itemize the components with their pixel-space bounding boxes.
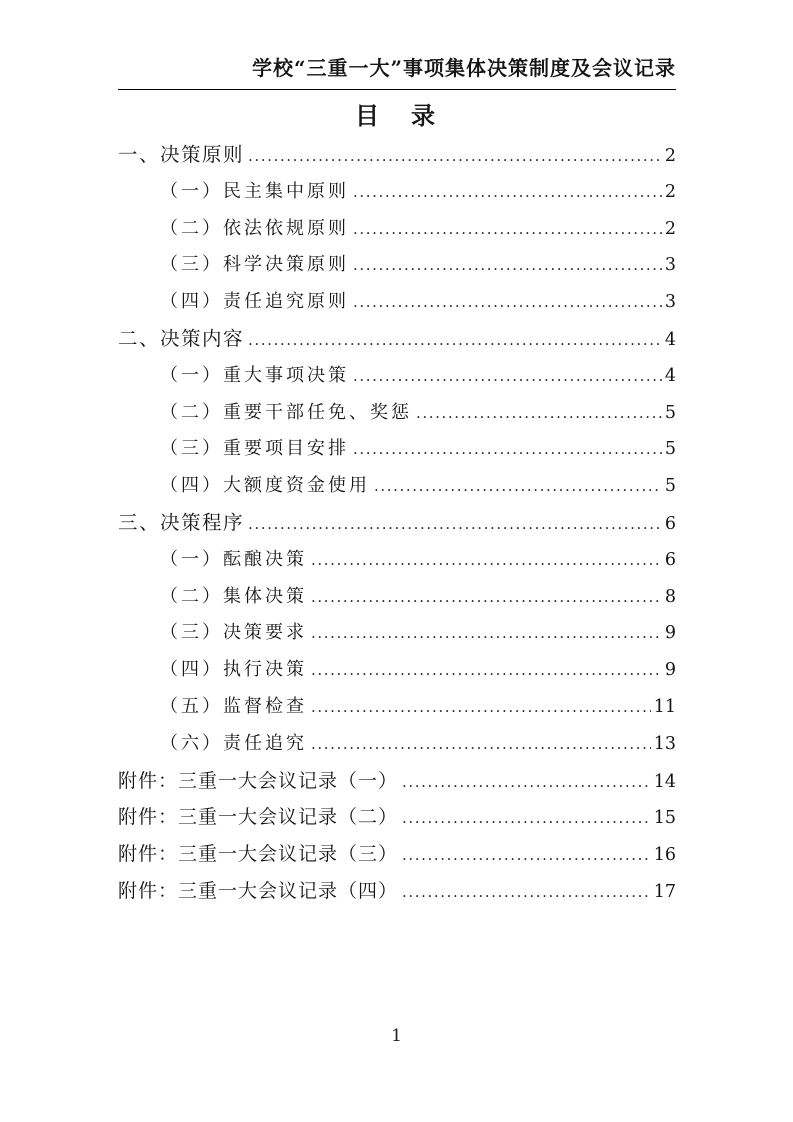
- toc-entry-page: 9: [664, 660, 676, 681]
- toc-entry-page: 6: [664, 513, 676, 534]
- toc-entry-page: 4: [664, 365, 676, 386]
- toc-entry-page: 2: [664, 181, 676, 202]
- toc-entry-label: 二、决策内容: [118, 326, 245, 350]
- toc-entry[interactable]: [118, 763, 676, 800]
- toc-title: 目 录: [355, 101, 439, 130]
- toc-leader-dots: [353, 431, 662, 468]
- toc-entry[interactable]: [118, 211, 676, 248]
- toc-leader-dots: [311, 652, 662, 689]
- toc-entry-label: 附件：三重一大会议记录（三）: [118, 843, 399, 866]
- toc-entry-page: 2: [664, 146, 676, 166]
- toc-entry-label: （一）酝酿决策: [160, 548, 307, 570]
- toc-entry-label: 附件：三重一大会议记录（四）: [118, 879, 399, 902]
- toc-entry-label: （一）民主集中原则: [160, 180, 349, 202]
- toc-entry[interactable]: [118, 431, 676, 468]
- toc-entry-page: 13: [653, 733, 676, 754]
- toc-entry-page: 11: [653, 696, 676, 717]
- toc-entry-page: 8: [664, 586, 676, 607]
- toc-entry[interactable]: [118, 873, 676, 910]
- toc-entry[interactable]: [118, 689, 676, 726]
- toc-leader-dots: [311, 542, 662, 579]
- toc-leader-dots: [353, 358, 662, 395]
- toc-entry-label: （三）重要项目安排: [160, 438, 349, 460]
- toc-leader-dots: [353, 247, 662, 284]
- toc-entry[interactable]: [118, 174, 676, 211]
- toc-entry[interactable]: [118, 836, 676, 873]
- toc-entry-label: （三）决策要求: [160, 622, 307, 644]
- toc-leader-dots: [402, 763, 651, 801]
- page-number: 1: [391, 1026, 402, 1046]
- toc-leader-dots: [248, 321, 662, 359]
- toc-entry-label: （三）科学决策原则: [160, 254, 349, 276]
- toc-entry[interactable]: [118, 284, 676, 321]
- document-header: [118, 52, 676, 90]
- page-content: [118, 52, 676, 910]
- toc-entry-page: 3: [664, 255, 676, 276]
- toc-leader-dots: [402, 799, 651, 837]
- toc-entry-label: （二）依法依规原则: [160, 217, 349, 239]
- toc-entry-label: （二）重要干部任免、奖惩: [160, 401, 412, 423]
- toc-entry[interactable]: [118, 247, 676, 284]
- document-header-title: 学校“三重一大”事项集体决策制度及会议记录: [251, 56, 676, 80]
- toc-leader-dots: [374, 468, 662, 505]
- toc-entry-label: 附件：三重一大会议记录（一）: [118, 769, 399, 792]
- toc-entry-label: 三、决策程序: [118, 510, 245, 534]
- toc-leader-dots: [353, 284, 662, 321]
- toc-entry[interactable]: [118, 505, 676, 542]
- toc-leader-dots: [353, 174, 662, 211]
- toc-entry[interactable]: [118, 799, 676, 836]
- toc-entry-page: 4: [664, 329, 676, 350]
- toc-entry[interactable]: [118, 542, 676, 579]
- toc-entry-label: （六）责任追究: [160, 732, 307, 754]
- toc-entry[interactable]: [118, 395, 676, 432]
- toc-entry-page: 15: [653, 808, 676, 829]
- table-of-contents: [118, 137, 676, 910]
- toc-entry[interactable]: [118, 726, 676, 763]
- toc-entry[interactable]: [118, 652, 676, 689]
- toc-entry-label: （四）责任追究原则: [160, 291, 349, 313]
- toc-entry[interactable]: [118, 358, 676, 395]
- toc-entry-page: 3: [664, 292, 676, 313]
- toc-leader-dots: [248, 505, 662, 543]
- toc-entry[interactable]: [118, 579, 676, 616]
- toc-entry-label: （一）重大事项决策: [160, 364, 349, 386]
- toc-entry-page: 5: [664, 402, 676, 423]
- toc-entry[interactable]: [118, 615, 676, 652]
- toc-leader-dots: [248, 137, 662, 175]
- toc-leader-dots: [311, 689, 651, 726]
- toc-entry-label: 一、决策原则: [118, 143, 245, 166]
- toc-entry-label: （五）监督检查: [160, 695, 307, 717]
- toc-leader-dots: [311, 726, 651, 763]
- toc-leader-dots: [416, 395, 662, 432]
- toc-entry[interactable]: [118, 468, 676, 505]
- toc-entry-page: 14: [653, 771, 676, 792]
- toc-entry-page: 17: [653, 881, 676, 902]
- toc-entry[interactable]: [118, 137, 676, 174]
- toc-entry[interactable]: [118, 321, 676, 358]
- toc-entry-page: 2: [664, 218, 676, 239]
- toc-leader-dots: [311, 615, 662, 652]
- toc-leader-dots: [353, 211, 662, 248]
- toc-entry-label: （四）执行决策: [160, 659, 307, 681]
- toc-leader-dots: [402, 873, 651, 911]
- toc-leader-dots: [311, 579, 662, 616]
- toc-leader-dots: [402, 836, 651, 874]
- toc-entry-page: 5: [664, 476, 676, 497]
- toc-entry-page: 9: [664, 623, 676, 644]
- toc-entry-label: （四）大额度资金使用: [160, 475, 370, 497]
- toc-entry-page: 16: [653, 845, 676, 866]
- toc-entry-page: 6: [664, 549, 676, 570]
- toc-entry-label: 附件：三重一大会议记录（二）: [118, 806, 399, 829]
- toc-entry-page: 5: [664, 439, 676, 460]
- toc-entry-label: （二）集体决策: [160, 585, 307, 607]
